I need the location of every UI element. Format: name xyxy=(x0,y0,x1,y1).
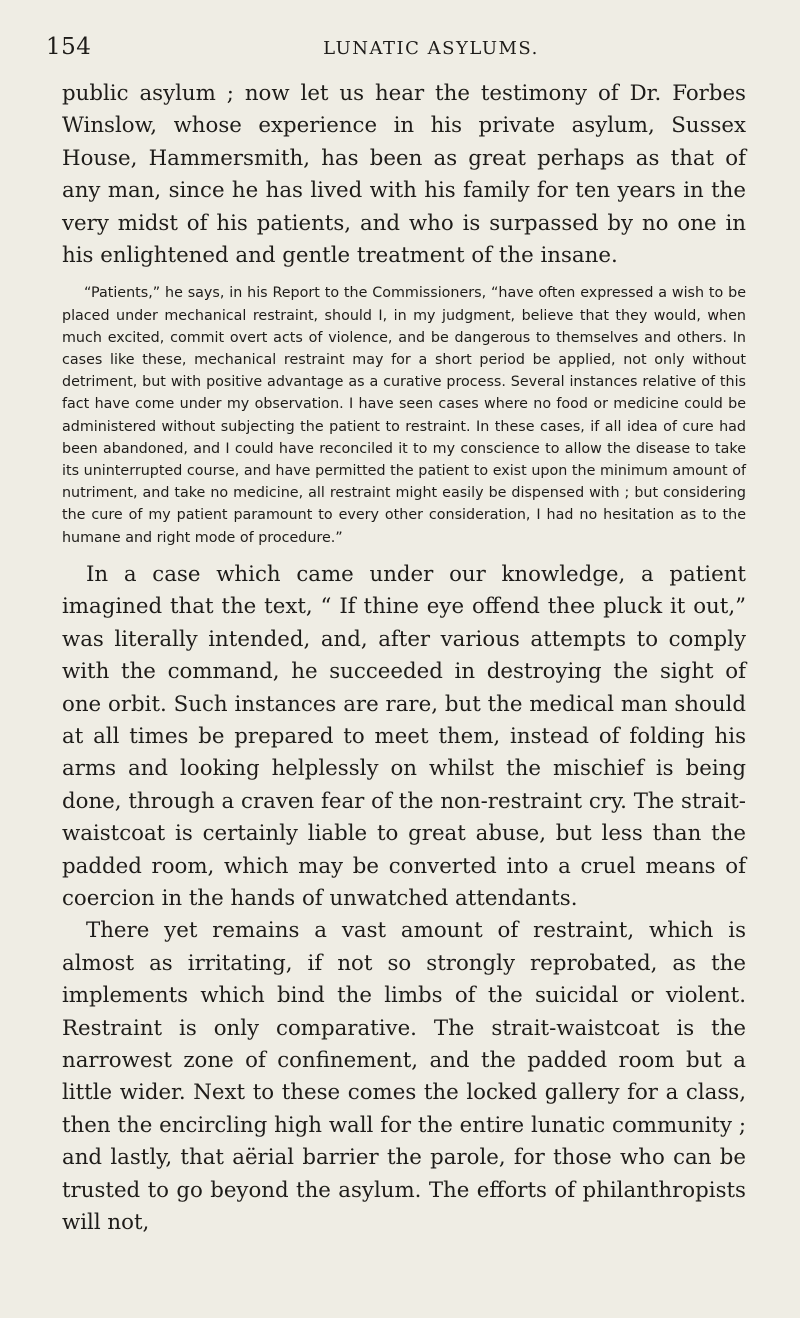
paragraph-case: In a case which came under our knowledge, a patient imagined that the text, “ If thine eye offend thee pluck it out,” was literally intended, and, after various attempts to comply with the command, he succeeded in destroying the sight of one orbit. Such instances are rare, but the medical man should at all times be prepared to meet them, instead of folding his arms and looking helplessly on whilst the mischief is being done, through a craven fear of the non-restraint cry. The strait-waistcoat is certainly liable to great abuse, but less than the padded room, which may be converted into a cruel means of coercion in the hands of unwatched attendants. xyxy=(62,561,746,911)
body-text xyxy=(62,78,746,1239)
page-header xyxy=(46,34,756,70)
page-number: 154 xyxy=(46,34,92,60)
paragraph-opening: public asylum ; now let us hear the testimony of Dr. Forbes Winslow, whose experience in his private asylum, Sussex House, Hammersmith, has been as great perhaps as that of any man, since he has lived with his family for ten years in the very midst of his patients, and who is surpassed by no one in his enlightened and gentle treatment of the insane. xyxy=(62,81,746,269)
running-head: LUNATIC ASYLUMS. xyxy=(323,38,539,59)
paragraph-restraint: There yet remains a vast amount of restraint, which is almost as irritating, if not so strongly reprobated, as the implements which bind the limbs of the suicidal or violent. Restraint is only comparative. The strait-waistcoat is the narrowest zone of confinement, and the padded room but a little wider. Next to these comes the locked gallery for a class, then the encircling high wall for the entire lunatic community ; and lastly, that aërial barrier the parole, for those who can be trusted to go beyond the asylum. The efforts of philanthropists will not, xyxy=(62,918,746,1235)
block-quote: “Patients,” he says, in his Report to the Commissioners, “have often expressed a wish to be placed under mechanical restraint, should I, in my judgment, believe that they would, when much excited, commit overt acts of violence, and be dangerous to themselves and others. In cases like these, mechanical restraint may for a short period be applied, not only without detriment, but with positive advantage as a curative process. Several instances relative of this fact have come under my observation. I have seen cases where no food or medicine could be administered without subjecting the patient to restraint. In these cases, if all idea of cure had been abandoned, and I could have reconciled it to my conscience to allow the disease to take its uninterrupted course, and have permitted the patient to exist upon the minimum amount of nutriment, and take no medicine, all restraint might easily be dispensed with ; but considering the cure of my patient paramount to every other consideration, I had no hesitation as to the humane and right mode of procedure.” xyxy=(62,285,746,546)
